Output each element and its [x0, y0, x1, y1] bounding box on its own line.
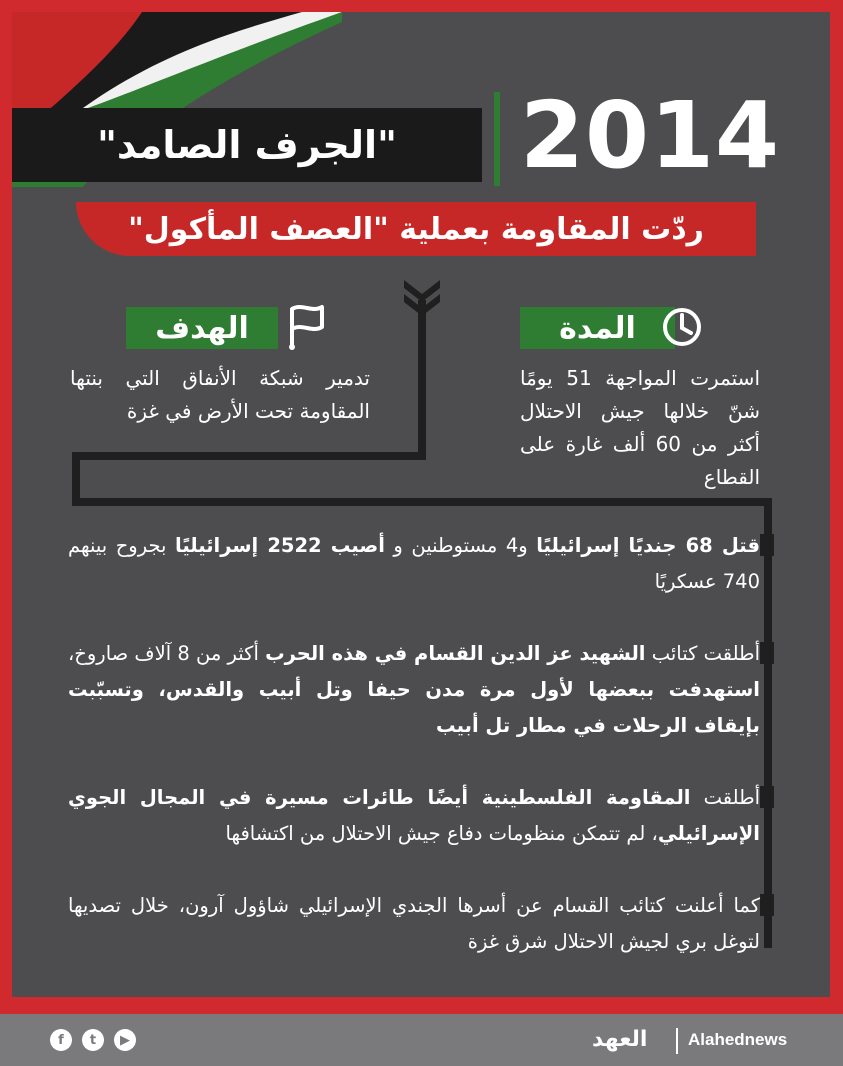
flag-target-icon [282, 303, 328, 351]
item-text-run: أكثر من 8 آلاف صاروخ، [68, 642, 266, 665]
timeline-horizontal-top [72, 452, 426, 460]
duration-label: المدة [559, 310, 636, 346]
brand-separator [676, 1028, 678, 1054]
social-icons [50, 1029, 136, 1051]
item-text-run: المقاومة الفلسطينية أيضًا طائرات مسيرة في المجال الجوي الإسرائيلي [68, 786, 760, 845]
clock-icon [660, 305, 704, 349]
response-line: ردّت المقاومة بعملية "العصف المأكول" [128, 211, 704, 247]
operation-name: "الجرف الصامد" [97, 123, 397, 167]
list-item-rockets [68, 636, 760, 744]
timeline-stem [418, 300, 426, 460]
goal-text: تدمير شبكة الأنفاق التي بنتها المقاومة تحت الأرض في غزة [70, 366, 370, 423]
brand-name: Alahednews [688, 1030, 788, 1049]
list-item-drones [68, 780, 760, 852]
item-marker [760, 786, 774, 808]
list-item-capture [68, 888, 760, 960]
twitter-icon[interactable]: t [82, 1029, 104, 1051]
item-text-run: ، لم تتمكن منظومات دفاع جيش الاحتلال من اكتشافها [225, 822, 658, 845]
item-text-run: قتل 68 جنديًا إسرائيليًا [536, 534, 760, 557]
item-text-run: أطلقت كتائب [645, 642, 760, 665]
item-marker [760, 894, 774, 916]
year-title: 2014 [520, 82, 781, 189]
item-text-run: كما أعلنت كتائب القسام عن أسرها الجندي الإسرائيلي شاؤول آرون، خلال تصديها لتوغل بري لجيش الاحتلال شرق غزة [68, 894, 760, 953]
operation-name-box [12, 108, 482, 182]
item-text-run: الشهيد عز الدين القسام في هذه الحرب [265, 642, 646, 665]
goal-label-tag [126, 307, 278, 349]
list-item-casualties [68, 528, 760, 600]
timeline-right-spine [764, 498, 772, 948]
duration-label-tag [520, 307, 675, 349]
youtube-icon[interactable]: ▶ [114, 1029, 136, 1051]
duration-text: استمرت المواجهة 51 يومًا شنّ خلالها جيش الاحتلال أكثر من 60 ألف غارة على القطاع [520, 366, 761, 489]
item-text-run: أصيب 2522 إسرائيليًا [175, 534, 385, 557]
item-text-run: استهدفت ببعضها لأول مرة مدن حيفا وتل أبيب والقدس، وتسبّبت بإيقاف الرحلات في مطار تل أبيب [68, 678, 760, 737]
facebook-icon[interactable]: f [50, 1029, 72, 1051]
timeline-horizontal-main [72, 498, 772, 506]
response-banner [76, 202, 756, 256]
brand-logo-arabic: العهد [592, 1027, 648, 1052]
item-text-run: و4 مستوطنين و [384, 534, 537, 557]
item-marker [760, 534, 774, 556]
item-text-run: بجروح بينهم 740 عسكريًا [68, 534, 760, 593]
goal-label: الهدف [155, 310, 249, 346]
year-divider [494, 92, 500, 186]
item-marker [760, 642, 774, 664]
item-text-run: أطلقت [690, 786, 761, 809]
